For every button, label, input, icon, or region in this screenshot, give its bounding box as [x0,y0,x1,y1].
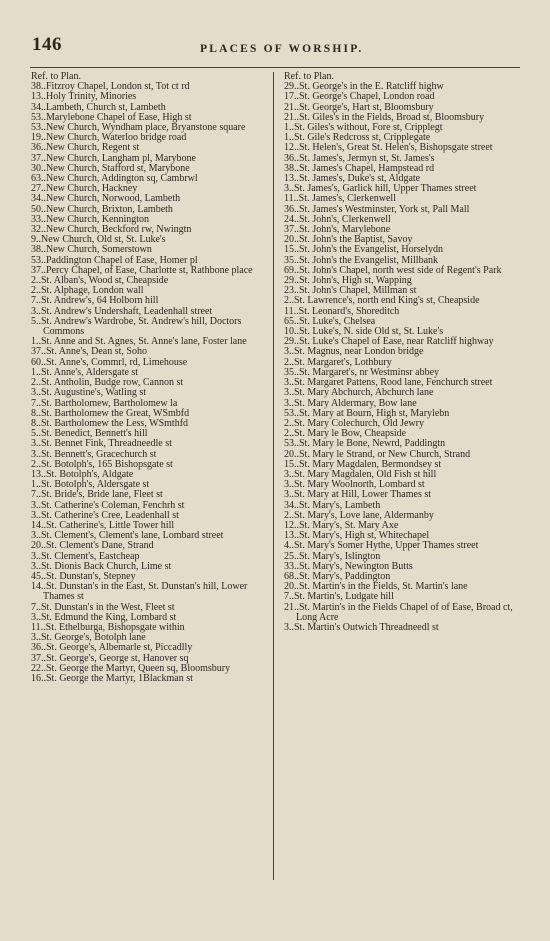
entry-list [31,82,273,684]
list-item: 3..St. Dionis Back Church, Lime st [31,560,172,572]
list-item: 53..New Church, Wyndham place, Bryanstone square [31,122,246,134]
list-item: 3..St. Edmund the King, Lombard st [31,611,177,623]
list-item: 33..St. Mary's, Newington Butts [284,560,413,572]
list-item: 15..St. John's the Evangelist, Horselydn [284,244,444,256]
list-item: 20..St. John's the Baptist, Savoy [284,234,413,246]
list-item: 2..St. Mary's, Love lane, Aldermanby [284,509,434,521]
list-item: 29..St. John's, High st, Wapping [284,275,412,287]
list-item: 7..St. Martin's, Ludgate hill [284,591,394,603]
list-item: 3..St. Margaret Pattens, Rood lane, Fenchurch street [284,377,493,389]
list-item: 35..St. Margaret's, nr Westminsr abbey [284,366,440,378]
list-item: 36..St. James's, Jermyn st, St. James's [284,152,435,164]
list-item: 25..St. Mary's, Islington [284,550,381,562]
list-item: 1..St. Anne and St. Agnes, St. Anne's lane, Foster lane [31,336,247,348]
column-header: Ref. to Plan. [284,71,334,82]
list-item: 3..St. Andrew's Undershaft, Leadenhall street [31,305,213,317]
list-item: 11..St. Ethelburga, Bishopsgate within [31,621,185,633]
right-column [284,72,526,633]
list-item: 17..St. George's Chapel, London road [284,91,435,103]
list-item: 19..New Church, Waterloo bridge road [31,132,187,144]
list-item: 3..St. Bennett's, Gracechurch st [31,448,157,460]
list-item: 38..New Church, Somerstown [31,244,152,256]
list-item: 3..St. Mary Magdalen, Old Fish st hill [284,468,437,480]
list-item: 33..New Church, Kennington [31,213,150,225]
list-item: 3..St. Mary at Hill, Lower Thames st [284,489,432,501]
list-item: 11..St. James's, Clerkenwell [284,193,396,205]
list-item: 20..St. Clement's Dane, Strand [31,540,154,552]
list-item: 27..New Church, Hackney [31,183,138,195]
list-item: 3..St. George's, Botolph lane [31,632,146,644]
list-item: 2..St. Alban's, Wood st, Cheapside [31,275,169,287]
list-item: 13..St. James's, Duke's st, Aldgate [284,173,421,185]
list-item: 8..St. Bartholomew the Less, WSmthfd [31,417,189,429]
list-item: 7..St. Bartholomew, Bartholomew la [31,397,178,409]
list-item: 2..St. Antholin, Budge row, Cannon st [31,377,184,389]
column-header: Ref. to Plan. [31,71,81,82]
list-item: 2..St. Margaret's, Lothbury [284,356,392,368]
list-item: 13..St. Botolph's, Aldgate [31,468,134,480]
list-item: 3..St. Martin's Outwich Threadneedl st [284,621,439,633]
entry-list [284,82,526,633]
list-item: 32..New Church, Beckford rw, Nwingtn [31,224,192,236]
list-item: 4..St. Mary's Somer Hythe, Upper Thames street [284,540,479,552]
column-divider [273,72,274,880]
list-item: 14..St. Catherine's, Little Tower hill [31,519,175,531]
list-item: 5..St. Andrew's Wardrobe, St. Andrew's hill, Doctors Commons [31,315,242,338]
list-item: 3..St. Mary Woolnorth, Lombard st [284,479,425,491]
list-item: 21..St. George's, Hart st, Bloomsbury [284,101,434,113]
list-item: 3..St. Clement's, Eastcheap [31,550,140,562]
list-item: 1..St. Giles's without, Fore st, Cripplegt [284,122,443,134]
list-item: 3..St. Catherine's Coleman, Fenchrh st [31,499,185,511]
list-item: 2..St. Botolph's, 165 Bishopsgate st [31,458,173,470]
list-item: 63..New Church, Addington sq, Cambrwl [31,173,198,185]
list-item: 60..St. Anne's, Commrl, rd, Limehouse [31,356,188,368]
list-item: 20..St. Mary le Strand, or New Church, Strand [284,448,471,460]
list-item: 14..St. Dunstan's in the East, St. Dunstan's hill, Lower Thames st [31,581,248,603]
list-item: 23..St. John's Chapel, Millman st [284,285,417,297]
list-item: 53..Marylebone Chapel of Ease, High st [31,111,192,123]
running-title: PLACES OF WORSHIP. [200,43,364,55]
list-item: 3..St. James's, Garlick hill, Upper Thames street [284,183,477,195]
list-item: 8..St. Bartholomew the Great, WSmbfd [31,407,190,419]
left-column [31,72,273,684]
list-item: 9..New Church, Old st, St. Luke's [31,234,166,246]
list-item: 50..New Church, Brixton, Lambeth [31,203,173,215]
list-item: 34..Lambeth, Church st, Lambeth [31,101,166,113]
list-item: 29..St. Luke's Chapel of Ease, near Ratcliff highway [284,336,494,348]
list-item: 3..St. Catherine's Cree, Leadenhall st [31,509,179,521]
list-item: 3..St. Mary Aldermary, Bow lane [284,397,417,409]
list-item: 7..St. Dunstan's in the West, Fleet st [31,601,175,613]
list-item: 3..St. Clement's, Clement's lane, Lombard street [31,530,224,542]
list-item: 20..St. Martin's in the Fields, St. Martin's lane [284,581,468,593]
list-item: 30..New Church, Stafford st, Marybone [31,162,190,174]
list-item: 2..St. Mary le Bow, Cheapside [284,428,407,440]
list-item: 21..St. Martin's in the Fields Chapel of of Ease, Broad ct, Long Acre [284,601,513,623]
list-item: 38..St. James's Chapel, Hampstead rd [284,162,435,174]
list-item: 24..St. John's, Clerkenwell [284,213,391,225]
list-item: 16..St. George the Martyr, 1Blackman st [31,672,193,684]
list-item: 34..St. Mary's, Lambeth [284,499,381,511]
list-item: 5..St. Benedict, Bennett's hill [31,428,148,440]
list-item: 7..St. Bride's, Bride lane, Fleet st [31,489,163,501]
list-item: 53..St. Mary le Bone, Newrd, Paddingtn [284,438,446,450]
list-item: 34..New Church, Norwood, Lambeth [31,193,181,205]
list-item: 1..St. Gile's Redcross st, Cripplegate [284,132,431,144]
list-item: 13..St. Mary's, High st, Whitechapel [284,530,430,542]
header-rule [30,67,520,68]
list-item: 53..Paddington Chapel of Ease, Homer pl [31,254,198,266]
list-item: 37..New Church, Langham pl, Marybone [31,152,196,164]
list-item: 15..St. Mary Magdalen, Bermondsey st [284,458,442,470]
list-item: 3..St. Magnus, near London bridge [284,346,424,358]
list-item: 13..Holy Trinity, Minories [31,91,137,103]
list-item: 37..St. Anne's, Dean st, Soho [31,346,147,358]
list-item: 37..St. George's, George st, Hanover sq [31,652,189,664]
list-item: 37..Percy Chapel, of Ease, Charlotte st, Rathbone place [31,264,253,276]
list-item: 29..St. George's in the E. Ratcliff highw [284,81,444,93]
list-item: 36..New Church, Regent st [31,142,140,154]
list-item: 11..St. Leonard's, Shoreditch [284,305,400,317]
list-item: 35..St. John's the Evangelist, Millbank [284,254,439,266]
list-item: 12..St. Helen's, Great St. Helen's, Bishopsgate street [284,142,493,154]
list-item: 69..St. John's Chapel, north west side of Regent's Park [284,264,502,276]
list-item: 7..St. Andrew's, 64 Holborn hill [31,295,159,307]
list-item: 1..St. Anne's, Aldersgate st [31,366,139,378]
list-item: 38..Fitzroy Chapel, London st, Tot ct rd [31,81,190,93]
list-item: 10..St. Luke's, N. side Old st, St. Luke's [284,326,444,338]
list-item: 3..St. Bennet Fink, Threadneedle st [31,438,172,450]
list-item: 3..St. Augustine's, Watling st [31,387,146,399]
list-item: 68..St. Mary's, Paddington [284,570,391,582]
list-item: 2..St. Mary Colechurch, Old Jewry [284,417,424,429]
list-item: 53..St. Mary at Bourn, High st, Marylebn [284,407,450,419]
list-item: 36..St. George's, Albemarle st, Piccadlly [31,642,193,654]
list-item: 1..St. Botolph's, Aldersgate st [31,479,150,491]
list-item: 36..St. James's Westminster, York st, Pall Mall [284,203,470,215]
list-item: 22..St. George the Martyr, Queen sq, Bloomsbury [31,662,231,674]
page-number: 146 [32,34,62,55]
list-item: 2..St. Lawrence's, north end King's st, Cheapside [284,295,480,307]
list-item: 65..St. Luke's, Chelsea [284,315,376,327]
list-item: 21..St. Giles's in the Fields, Broad st, Bloomsbury [284,111,485,123]
page-header [0,34,550,64]
list-item: 2..St. Alphage, London wall [31,285,144,297]
list-item: 37..St. John's, Marylebone [284,224,391,236]
list-item: 45..St. Dunstan's, Stepney [31,570,136,582]
list-item: 3..St. Mary Abchurch, Abchurch lane [284,387,434,399]
list-item: 12..St. Mary's, St. Mary Axe [284,519,399,531]
